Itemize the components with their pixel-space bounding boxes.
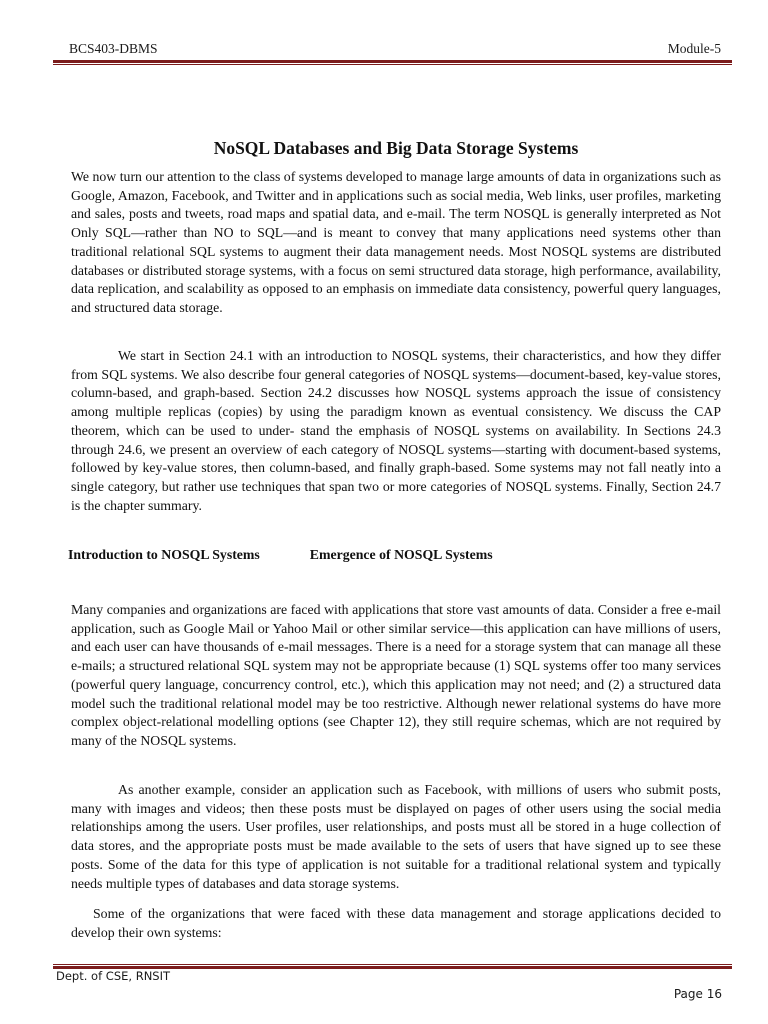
paragraph-email-example <box>71 601 721 751</box>
header-rule <box>53 60 732 66</box>
page-title: NoSQL Databases and Big Data Storage Systems <box>213 138 579 158</box>
paragraph-facebook-example <box>71 781 721 893</box>
paragraph-outline <box>71 347 721 515</box>
paragraph-intro <box>71 168 721 318</box>
paragraph-text: As another example, consider an application such as Facebook, with millions of users who submit posts, many with images and videos; then these posts must be displayed on pages of other users using the social media relationships among the users. User profiles, user relationships, and posts must all be stored in a huge collection of data stores, and the appropriate posts must be made available to the sets of users that have signed up to see these posts. Some of the data for this type of application is not suitable for a traditional relational system and typically needs multiple types of databases and data storage systems. <box>71 782 721 891</box>
course-code: BCS403-DBMS <box>69 41 158 56</box>
paragraph-text: We start in Section 24.1 with an introduction to NOSQL systems, their characteristics, and how they differ from SQL systems. We also describe four general categories of NOSQL systems—document-based, key-value stores, column-based, and graph-based. Section 24.2 discusses how NOSQL systems approach the issue of consistency among multiple replicas (copies) by using the paradigm known as eventual consistency. We discuss the CAP theorem, which can be used to under- stand the emphasis of NOSQL systems on availability. In Sections 24.3 through 24.6, we present an overview of each category of NOSQL systems—starting with document-based systems, followed by key-value stores, then column-based, and finally graph-based. Some systems may not fall neatly into a single category, but rather use techniques that span two or more categories of NOSQL systems. Finally, Section 24.7 is the chapter summary. <box>71 348 721 513</box>
heading-introduction: Introduction to NOSQL Systems <box>68 547 260 562</box>
footer-department: Dept. of CSE, RNSIT <box>56 969 171 983</box>
page-header <box>69 40 721 58</box>
paragraph-text: We now turn our attention to the class of systems developed to manage large amounts of data in organizations such as Google, Amazon, Facebook, and Twitter and in applications such as social media, Web links, user profiles, marketing and sales, posts and tweets, road maps and spatial data, and e-mail. The term NOSQL is generally interpreted as Not Only SQL—rather than NO to SQL—and is meant to convey that many applications need systems other than traditional relational SQL systems to augment their data management needs. Most NOSQL systems are distributed databases or distributed storage systems, with a focus on semi structured data storage, high performance, availability, data replication, and scalability as opposed to an emphasis on immediate data consistency, powerful query languages, and structured data storage. <box>71 169 721 315</box>
module-label: Module-5 <box>667 41 721 56</box>
paragraph-text: Many companies and organizations are faced with applications that store vast amounts of data. Consider a free e-mail application, such as Google Mail or Yahoo Mail or other similar service—this application can have millions of users, and each user can have thousands of e-mail messages. There is a need for a storage system that can manage all these e-mails; a structured relational SQL system may not be appropriate because (1) SQL systems offer too many services (powerful query language, concurrency control, etc.), which this application may not need; and (2) a structured data model such the traditional relational model may be too restrictive. Although newer relational systems do have more complex object-relational modelling options (see Chapter 12), they still require schemas, which are not required by many of the NOSQL systems. <box>71 602 721 748</box>
section-headings <box>68 546 493 564</box>
paragraph-text: Some of the organizations that were faced with these data management and storage applications decided to develop their own systems: <box>71 906 721 940</box>
heading-emergence: Emergence of NOSQL Systems <box>309 547 493 562</box>
paragraph-organizations <box>71 905 721 942</box>
page-number: Page 16 <box>673 987 722 1001</box>
